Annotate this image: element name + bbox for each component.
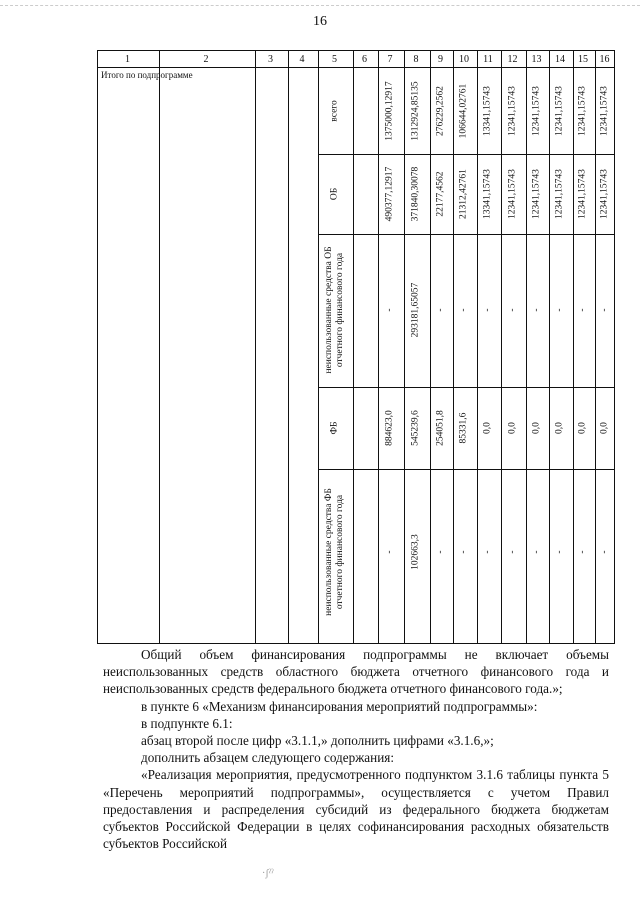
cell-vsego-col10: 106644,02761	[458, 83, 469, 139]
cell-ob-col9: 22177,4562	[435, 171, 445, 217]
paragraph-1: Общий объем финансирования подпрограммы не включает объемы неиспользованных средств областного бюджета отчетного финансового года и неиспользованных средств федерального бюджета отчетного финансового года.»;	[103, 647, 609, 697]
column-number-8: 8	[413, 54, 419, 65]
paragraph-5: дополнить абзацем следующего содержания:	[141, 750, 395, 766]
cell-fb-col16: 0,0	[599, 422, 609, 434]
row-label-neisp-fb: неиспользованные средства ФБ отчетного финансового года	[324, 488, 345, 616]
cell-ob-col7: 490377,12917	[384, 166, 395, 222]
financing-table	[97, 50, 615, 644]
column-number-2: 2	[203, 54, 209, 65]
column-number-12: 12	[507, 54, 518, 65]
scan-top-edge	[0, 5, 640, 8]
cell-vsego-col8: 1312924,85135	[410, 81, 421, 141]
cell-neisp_ob-col9: -	[435, 308, 445, 312]
cell-fb-col9: 254051,8	[435, 410, 445, 446]
row-label-vsego: всего	[329, 100, 340, 122]
cell-neisp_ob-col13: -	[531, 308, 541, 312]
cell-vsego-col9: 276229,2562	[435, 86, 445, 136]
cell-neisp_fb-col13: -	[531, 550, 541, 554]
table-caption: Итого по подпрограмме	[101, 70, 193, 80]
row-label-neisp-ob: неиспользованные средства ОБ отчетного финансового года	[324, 246, 345, 374]
cell-fb-col12: 0,0	[507, 422, 517, 434]
cell-fb-col15: 0,0	[577, 422, 588, 434]
cell-vsego-col12: 12341,15743	[507, 86, 517, 136]
cell-vsego-col14: 12341,15743	[554, 86, 565, 136]
cell-fb-col10: 85331,6	[458, 412, 469, 444]
cell-fb-col11: 0,0	[482, 422, 493, 434]
cell-neisp_ob-col8: 293181,65057	[410, 282, 421, 338]
cell-ob-col10: 21312,42761	[458, 169, 469, 219]
cell-vsego-col16: 12341,15743	[599, 86, 609, 136]
cell-neisp_fb-col14: -	[554, 550, 565, 554]
cell-neisp_fb-col11: -	[482, 550, 493, 554]
paragraph-3: в подпункте 6.1:	[141, 715, 233, 731]
cell-neisp_ob-col15: -	[577, 308, 588, 312]
cell-neisp_fb-col9: -	[435, 550, 445, 554]
column-number-16: 16	[599, 54, 610, 65]
cell-fb-col8: 545239,6	[410, 410, 421, 446]
column-number-11: 11	[483, 54, 493, 65]
row-label-ob: ОБ	[329, 187, 340, 201]
paragraph-6: «Реализация мероприятия, предусмотренного подпунктом 3.1.6 таблицы пункта 5 «Перечень мероприятий подпрограммы», осуществляется с учетом Правил предоставления и распределения субсидий из федерального бюджета бюджетам субъектов Российской Федерации в целях софинансирования расходных обязательств субъектов Российской	[103, 767, 609, 852]
column-number-15: 15	[578, 54, 588, 65]
column-number-3: 3	[268, 54, 273, 65]
paragraph-4: абзац второй после цифр «3.1.1,» дополнить цифрами «3.1.6,»;	[141, 733, 494, 749]
column-number-1: 1	[125, 54, 130, 65]
cell-neisp_fb-col12: -	[507, 550, 517, 554]
cell-neisp_fb-col16: -	[599, 550, 609, 554]
cell-neisp_fb-col10: -	[458, 550, 469, 554]
cell-ob-col16: 12341,15743	[599, 169, 609, 219]
column-number-7: 7	[387, 54, 393, 65]
column-number-13: 13	[531, 54, 542, 65]
cell-ob-col11: 13341,15743	[482, 169, 493, 219]
footer-mark: ·ʃˀˀ	[262, 868, 274, 879]
column-number-6: 6	[362, 54, 367, 65]
cell-neisp_ob-col16: -	[599, 308, 609, 312]
body-text	[103, 646, 609, 852]
cell-neisp_fb-col7: -	[384, 550, 395, 554]
cell-ob-col14: 12341,15743	[554, 169, 565, 219]
cell-neisp_ob-col12: -	[507, 308, 517, 312]
cell-vsego-col7: 1375000,12917	[384, 81, 395, 141]
cell-neisp_fb-col15: -	[577, 550, 588, 554]
cell-vsego-col11: 13341,15743	[482, 86, 493, 136]
cell-neisp_ob-col14: -	[554, 308, 565, 312]
column-number-10: 10	[459, 54, 469, 65]
cell-neisp_fb-col8: 102663,3	[410, 534, 421, 570]
page-number: 16	[313, 14, 327, 29]
column-number-9: 9	[438, 54, 443, 65]
cell-fb-col14: 0,0	[554, 422, 565, 434]
paragraph-2: в пункте 6 «Механизм финансирования мероприятий подпрограммы»:	[141, 698, 538, 714]
cell-ob-col8: 371840,30078	[410, 166, 421, 222]
cell-vsego-col15: 12341,15743	[577, 86, 588, 136]
cell-neisp_ob-col11: -	[482, 308, 493, 312]
column-number-5: 5	[332, 54, 337, 65]
cell-neisp_ob-col10: -	[458, 308, 469, 312]
column-number-4: 4	[299, 54, 305, 65]
cell-fb-col7: 884623,0	[384, 410, 395, 446]
cell-ob-col13: 12341,15743	[531, 169, 541, 219]
cell-ob-col15: 12341,15743	[577, 169, 588, 219]
column-number-14: 14	[555, 54, 565, 65]
row-label-fb: ФБ	[329, 421, 340, 435]
cell-ob-col12: 12341,15743	[507, 169, 517, 219]
cell-fb-col13: 0,0	[531, 422, 541, 434]
cell-neisp_ob-col7: -	[384, 308, 395, 312]
cell-vsego-col13: 12341,15743	[531, 86, 541, 136]
